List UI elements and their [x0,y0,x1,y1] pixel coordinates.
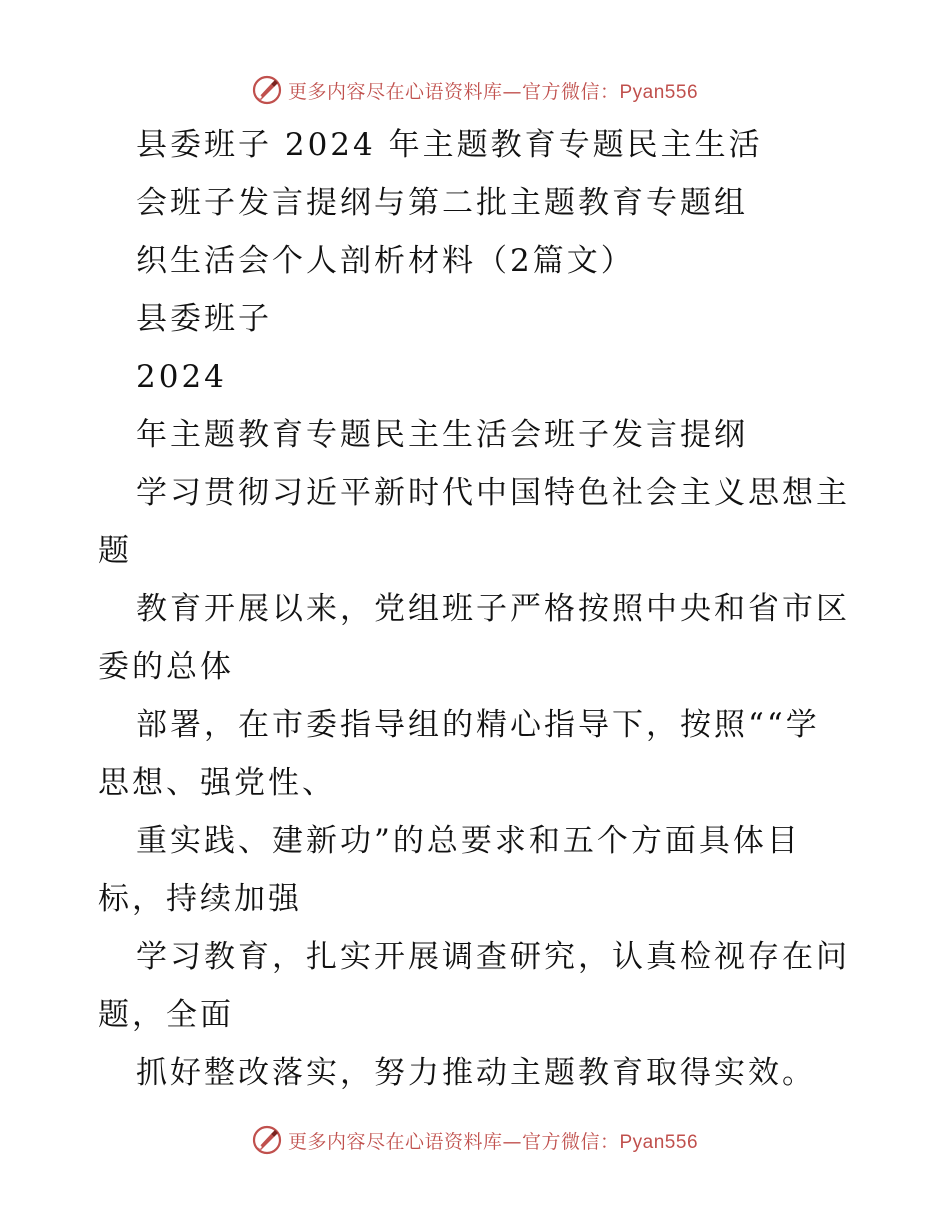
paragraph-line: 部署，在市委指导组的精心指导下，按照““学 [136,707,820,743]
pen-logo-icon [252,1125,282,1155]
paragraph-line: 学习教育，扎实开展调查研究，认真检视存在问 [136,939,850,975]
title-line-2: 会班子发言提纲与第二批主题教育专题组 [136,185,748,221]
paragraph-line: 题 [98,533,132,569]
paragraph-line: 学习贯彻习近平新时代中国特色社会主义思想主 [136,475,850,511]
title-line-1: 县委班子 2024 年主题教育专题民主生活 [136,127,763,163]
paragraph-line: 题，全面 [98,997,234,1033]
subtitle-line-2: 2024 [136,359,227,395]
paragraph-line: 教育开展以来，党组班子严格按照中央和省市区 [136,591,850,627]
paragraph-line: 委的总体 [98,649,234,685]
paragraph-line: 标，持续加强 [98,881,302,917]
title-line-3: 织生活会个人剖析材料（2篇文） [136,243,635,279]
paragraph-line: 思想、强党性、 [98,765,336,801]
subtitle-line-1: 县委班子 [136,301,272,337]
header-banner [0,72,950,108]
footer-banner [0,1122,950,1158]
footer-banner-text: 更多内容尽在心语资料库—官方微信：Pyan556 [287,1130,699,1153]
subtitle-line-3: 年主题教育专题民主生活会班子发言提纲 [136,417,748,453]
document-body [98,116,858,1102]
pen-logo-icon [252,75,282,105]
paragraph-line: 重实践、建新功”的总要求和五个方面具体目 [136,823,801,859]
header-banner-text: 更多内容尽在心语资料库—官方微信：Pyan556 [287,80,699,103]
paragraph-line: 抓好整改落实，努力推动主题教育取得实效。 [136,1055,816,1091]
